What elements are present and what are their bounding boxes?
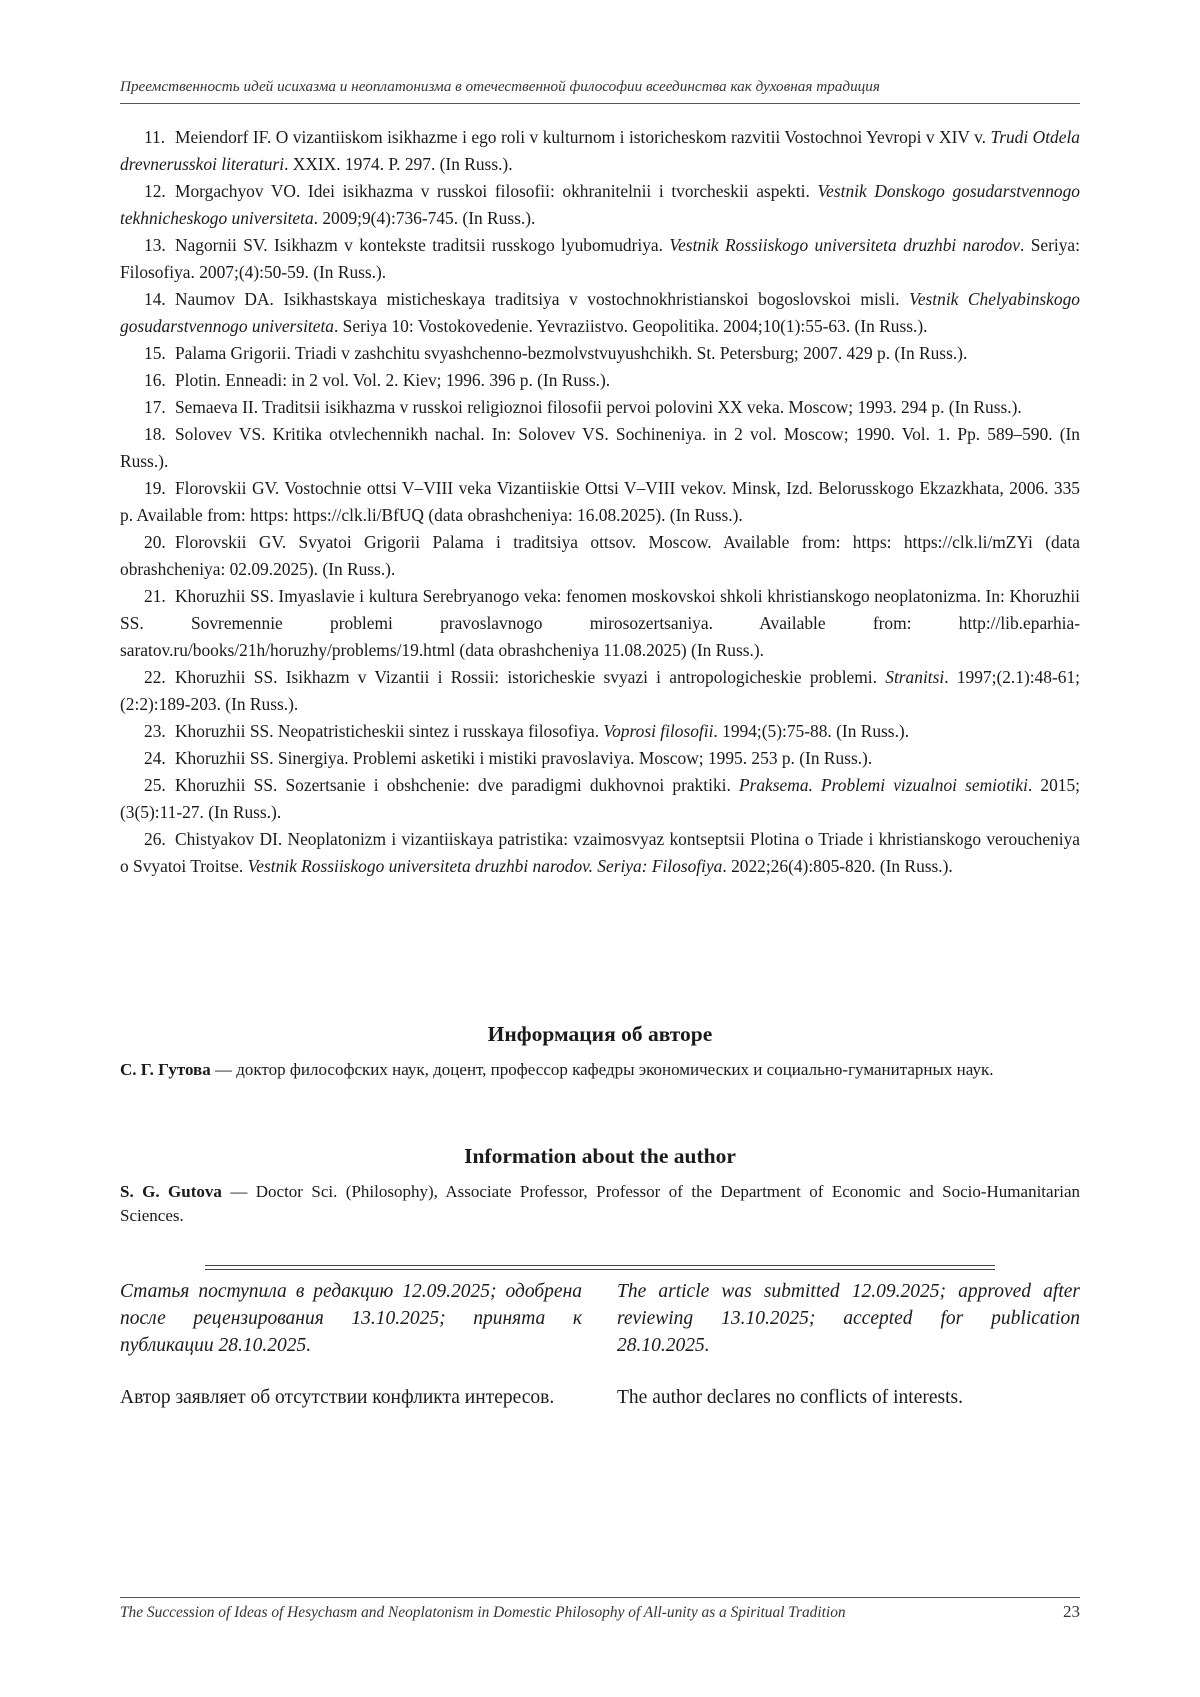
reference-text: Khoruzhii SS. Neopatristicheskii sintez i russkaya filosofiya. — [175, 721, 604, 741]
reference-source: Vestnik Rossiiskogo universiteta druzhbi narodov. Seriya: Filosofiya — [247, 856, 723, 876]
footer-divider — [120, 1597, 1080, 1598]
reference-text: Chistyakov DI. Neoplatonizm i vizantiiskaya patristika: vzaimosvyaz kontseptsii Plotina o Triade i khristianskogo veroucheniya o Svyatoi Troitse. — [120, 829, 1080, 876]
submission-info-en — [617, 1278, 1080, 1411]
author-info-ru — [120, 1058, 1080, 1082]
conflict-statement-ru: Автор заявляет об отсутствии конфликта интересов. — [120, 1387, 555, 1408]
reference-number: 22. — [144, 667, 166, 687]
submission-dates-ru: Статья поступила в редакцию 12.09.2025; одобрена после рецензирования 13.10.2025; принята к публикации 28.10.2025. — [120, 1281, 582, 1356]
section-divider — [205, 1265, 995, 1270]
author-name-ru: С. Г. Гутова — [120, 1060, 211, 1079]
author-description-en: — Doctor Sci. (Philosophy), Associate Professor, Professor of the Department of Economic and Socio-Humanitarian Sciences. — [120, 1182, 1080, 1225]
reference-number: 20. — [144, 532, 166, 552]
reference-text: Khoruzhii SS. Sozertsanie i obshchenie: dve paradigmi dukhovnoi praktiki. — [175, 775, 739, 795]
reference-details: . 1994;(5):75-88. (In Russ.). — [713, 721, 910, 741]
reference-number: 25. — [144, 775, 166, 795]
submission-dates-en: The article was submitted 12.09.2025; approved after reviewing 13.10.2025; accepted for publication 28.10.2025. — [617, 1281, 1080, 1356]
reference-item — [120, 340, 1080, 367]
reference-text: Morgachyov VO. Idei isikhazma v russkoi filosofii: okhranitelnii i tvorcheskii aspekti. — [175, 181, 818, 201]
reference-text: Palama Grigorii. Triadi v zashchitu svyashchenno-bezmolvstvuyushchikh. St. Petersburg; 2007. 429 p. (In Russ.). — [175, 343, 968, 363]
reference-item — [120, 718, 1080, 745]
reference-number: 13. — [144, 235, 166, 255]
reference-number: 16. — [144, 370, 166, 390]
reference-number: 24. — [144, 748, 166, 768]
reference-details: . 1997;(2.1):48-61; (2:2):189-203. (In Russ.). — [120, 667, 1081, 714]
reference-source: Vestnik Donskogo gosudarstvennogo tekhnicheskogo universiteta — [120, 181, 1080, 228]
reference-item — [120, 232, 1080, 286]
reference-number: 26. — [144, 829, 166, 849]
author-name-en: S. G. Gutova — [120, 1182, 222, 1201]
reference-text: Florovskii GV. Vostochnie ottsi V–VIII veka Vizantiiskie Ottsi V–VIII vekov. Minsk, Izd. Belorusskogo Ekzazkhata, 2006. 335 p. Available from: https: https://clk.li/BfUQ (data obrashcheniya: 16.08.2025). (In Russ.). — [120, 478, 1080, 525]
reference-text: Meiendorf IF. O vizantiiskom isikhazme i ego roli v kulturnom i istoricheskom razvitii Vostochnoi Yevropi v XIV v. — [175, 127, 991, 147]
submission-info-ru — [120, 1278, 582, 1411]
reference-list — [120, 124, 1080, 880]
reference-text: Semaeva II. Traditsii isikhazma v russkoi religioznoi filosofii pervoi polovini XX veka. Moscow; 1993. 294 p. (In Russ.). — [175, 397, 1022, 417]
reference-source: Trudi Otdela drevnerusskoi literaturi — [120, 127, 1080, 174]
reference-number: 11. — [144, 127, 166, 147]
reference-text: Khoruzhii SS. Imyaslavie i kultura Serebryanogo veka: fenomen moskovskoi shkoli khristianskogo neoplatonizma. In: Khoruzhii SS. Sovremennie problemi pravoslavnogo mirosozertsaniya. Available from: http://lib.eparhia-saratov.ru/books/21h/horuzhy/problems/19.html (data obrashcheniya 11.08.2025) (In Russ.). — [120, 586, 1080, 660]
reference-details: . 2015;(3(5):11-27. (In Russ.). — [120, 775, 1081, 822]
reference-source: Stranitsi — [885, 667, 945, 687]
author-info-title-ru: Информация об авторе — [487, 1022, 713, 1046]
reference-text: Naumov DA. Isikhastskaya misticheskaya traditsiya v vostochnokhristianskoi bogoslovskoi misli. — [175, 289, 910, 309]
reference-number: 21. — [144, 586, 166, 606]
author-info-en — [120, 1180, 1080, 1228]
footer-title: The Succession of Ideas of Hesychasm and Neoplatonism in Domestic Philosophy of All-unity as a Spiritual Tradition — [120, 1604, 846, 1621]
reference-text: Nagornii SV. Isikhazm v kontekste traditsii russkogo lyubomudriya. — [175, 235, 670, 255]
reference-text: Plotin. Enneadi: in 2 vol. Vol. 2. Kiev; 1996. 396 p. (In Russ.). — [175, 370, 611, 390]
reference-item — [120, 178, 1080, 232]
reference-details: . 2022;26(4):805-820. (In Russ.). — [722, 856, 953, 876]
reference-item — [120, 772, 1080, 826]
reference-source: Voprosi filosofii — [603, 721, 714, 741]
reference-details: . XXIX. 1974. P. 297. (In Russ.). — [284, 154, 513, 174]
author-description-ru: — доктор философских наук, доцент, профессор кафедры экономических и социально-гуманитарных наук. — [210, 1060, 994, 1079]
reference-number: 23. — [144, 721, 166, 741]
reference-number: 19. — [144, 478, 166, 498]
reference-item — [120, 664, 1080, 718]
reference-item — [120, 394, 1080, 421]
reference-source: Praksema. Problemi vizualnoi semiotiki — [738, 775, 1028, 795]
reference-item — [120, 583, 1080, 664]
reference-text: Khoruzhii SS. Sinergiya. Problemi asketiki i mistiki pravoslaviya. Moscow; 1995. 253 p. (In Russ.). — [175, 748, 873, 768]
reference-item — [120, 124, 1080, 178]
reference-source: Vestnik Chelyabinskogo gosudarstvennogo universiteta — [120, 289, 1080, 336]
reference-details: . Seriya: Filosofiya. 2007;(4):50-59. (In Russ.). — [120, 235, 1080, 282]
reference-text: Khoruzhii SS. Isikhazm v Vizantii i Rossii: istoricheskie svyazi i antropologicheskie problemi. — [175, 667, 886, 687]
header-divider — [120, 103, 1080, 104]
running-head: Преемственность идей исихазма и неоплатонизма в отечественной философии всеединства как духовная традиция — [120, 78, 880, 95]
reference-text: Solovev VS. Kritika otvlechennikh nachal. In: Solovev VS. Sochineniya. in 2 vol. Moscow; 1990. Vol. 1. Pp. 589–590. (In Russ.). — [120, 424, 1080, 471]
reference-number: 18. — [144, 424, 166, 444]
page-number: 23 — [1063, 1602, 1080, 1621]
author-info-title-en: Information about the author — [464, 1144, 736, 1168]
conflict-statement-en: The author declares no conflicts of interests. — [617, 1387, 964, 1408]
reference-item — [120, 286, 1080, 340]
reference-source: Vestnik Rossiiskogo universiteta druzhbi narodov — [669, 235, 1020, 255]
reference-item — [120, 529, 1080, 583]
reference-details: . Seriya 10: Vostokovedenie. Yevraziistvo. Geopolitika. 2004;10(1):55-63. (In Russ.). — [333, 316, 928, 336]
reference-item — [120, 421, 1080, 475]
reference-item — [120, 745, 1080, 772]
reference-text: Florovskii GV. Svyatoi Grigorii Palama i traditsiya ottsov. Moscow. Available from: https: https://clk.li/mZYi (data obrashcheniya: 02.09.2025). (In Russ.). — [120, 532, 1080, 579]
reference-number: 17. — [144, 397, 166, 417]
reference-item — [120, 367, 1080, 394]
reference-number: 15. — [144, 343, 166, 363]
reference-number: 14. — [144, 289, 166, 309]
reference-item — [120, 826, 1080, 880]
reference-number: 12. — [144, 181, 166, 201]
reference-item — [120, 475, 1080, 529]
reference-details: . 2009;9(4):736-745. (In Russ.). — [313, 208, 536, 228]
